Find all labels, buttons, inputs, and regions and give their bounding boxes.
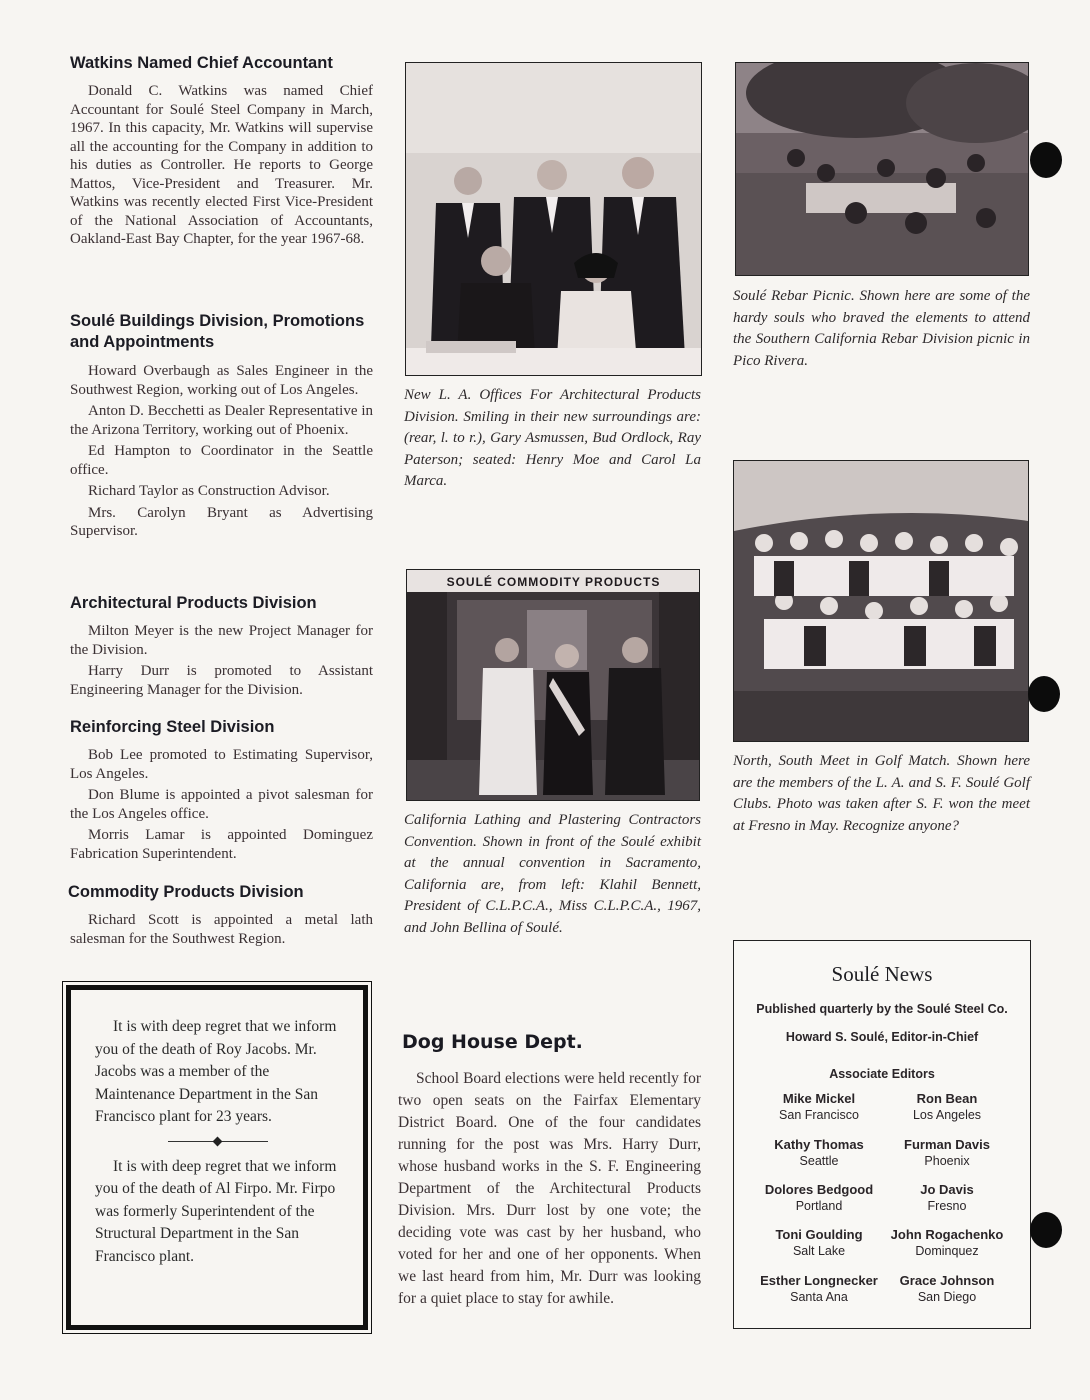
reinforcing-item: Bob Lee promoted to Estimating Supervisor, Los Angeles. [70, 747, 373, 782]
editor-name: John Rogachenko [890, 1227, 1004, 1242]
convention-photo [406, 569, 700, 801]
editor-entry [752, 1227, 886, 1259]
commodity-list [70, 911, 373, 951]
buildings-item: Ed Hampton to Coordinator in the Seattle office. [70, 443, 373, 478]
obituary-jacobs: It is with deep regret that we inform you of the death of Roy Jacobs. Mr. Jacobs was a member of the Maintenance Department in the San Francisco plant for 23 years. [95, 1018, 337, 1125]
editor-entry [752, 1273, 886, 1305]
reinforcing-heading: Reinforcing Steel Division [70, 718, 275, 736]
buildings-heading: Soulé Buildings Division, Promotions and Appointments [70, 312, 365, 351]
editor-entry [880, 1137, 1014, 1169]
buildings-item: Anton D. Becchetti as Dealer Representative in the Arizona Territory, working out of Phoenix. [70, 403, 373, 438]
ornament-divider [168, 1137, 268, 1146]
editor-name: Grace Johnson [899, 1273, 995, 1288]
obituary-content [95, 1016, 340, 1271]
architectural-item: Harry Durr is promoted to Assistant Engineering Manager for the Division. [70, 663, 373, 698]
editor-name: Furman Davis [904, 1137, 990, 1152]
architectural-heading: Architectural Products Division [70, 594, 317, 612]
watkins-text: Donald C. Watkins was named Chief Accountant for Soulé Steel Company in March, 1967. In this capacity, Mr. Watkins will supervise all the accounting for the Company in addition to his duties as Controller. He reports to George Mattos, Vice-President and Treasurer. Mr. Watkins was recently elected First Vice-President of the National Association of Accountants, Oakland-East Bay Chapter, for the year 1967-68. [70, 83, 373, 247]
masthead-editor: Howard S. Soulé, Editor-in-Chief [785, 1030, 979, 1044]
editor-entry [880, 1227, 1014, 1259]
picnic-photo [735, 62, 1029, 276]
editor-entry [752, 1182, 886, 1214]
reinforcing-item: Don Blume is appointed a pivot salesman for the Los Angeles office. [70, 787, 373, 822]
masthead-title: Soulé News [831, 962, 933, 986]
architectural-item: Milton Meyer is the new Project Manager for the Division. [70, 623, 373, 658]
offices-photo [405, 62, 702, 376]
editor-name: Jo Davis [920, 1182, 974, 1197]
golf-caption: North, South Meet in Golf Match. Shown here are the members of the L. A. and S. F. Soulé Golf Clubs. Photo was taken after S. F. won the meet at Fresno in May. Recognize anyone? [733, 753, 1030, 834]
editor-name: Esther Longnecker [760, 1273, 878, 1288]
binder-hole [1028, 676, 1060, 712]
editor-entry [880, 1273, 1014, 1305]
picnic-caption: Soulé Rebar Picnic. Shown here are some of the hardy souls who braved the elements to attend the Southern California Rebar Division picnic in Pico Rivera. [733, 288, 1030, 369]
binder-hole [1030, 1212, 1062, 1248]
masthead-box [733, 940, 1031, 1329]
editor-name: Kathy Thomas [774, 1137, 864, 1152]
commodity-heading: Commodity Products Division [68, 883, 304, 901]
associate-editors-heading: Associate Editors [829, 1067, 935, 1081]
editor-entry [752, 1091, 886, 1123]
editor-city: Dominquez [915, 1244, 979, 1258]
editor-city: Portland [795, 1199, 843, 1213]
editor-name: Dolores Bedgood [764, 1182, 874, 1197]
reinforcing-list [70, 746, 373, 866]
obituary-firpo: It is with deep regret that we inform you of the death of Al Firpo. Mr. Firpo was formerly Superintendent of the Structural Department in the San Francisco plant. [95, 1157, 337, 1265]
buildings-item: Mrs. Carolyn Bryant as Advertising Supervisor. [70, 504, 373, 539]
reinforcing-item: Morris Lamar is appointed Dominguez Fabrication Superintendent. [70, 827, 373, 862]
editor-entry [880, 1091, 1014, 1123]
editor-city: Fresno [927, 1199, 967, 1213]
watkins-heading: Watkins Named Chief Accountant [70, 54, 333, 72]
editor-name: Toni Goulding [775, 1227, 863, 1242]
buildings-item: Richard Taylor as Construction Advisor. [88, 483, 330, 499]
architectural-list [70, 622, 373, 702]
editor-city: Seattle [799, 1154, 839, 1168]
doghouse-article [398, 1068, 701, 1313]
editor-city: Salt Lake [792, 1244, 846, 1258]
editor-entry [752, 1137, 886, 1169]
editor-name: Ron Bean [916, 1091, 978, 1106]
masthead-published: Published quarterly by the Soulé Steel Co. [756, 1002, 1008, 1016]
editor-name: Mike Mickel [782, 1091, 856, 1106]
convention-caption: California Lathing and Plastering Contractors Convention. Shown in front of the Soulé exhibit at the annual convention in Sacramento, California are, from left: Klahil Bennett, President of C.L.P.C.A., Miss C.L.P.C.A., 1967, and John Bellina of Soulé. [404, 812, 701, 936]
doghouse-text: School Board elections were held recently for two open seats on the Fairfax Elementary District Board. One of the four candidates running for the post was Mrs. Harry Durr, whose husband works in the S. F. Engineering Department of the Architectural Products Division. Mrs. Durr lost by one vote; the deciding vote was cast by her husband, who voted for her and one of her opponents. When we last heard from him, Mr. Durr was looking for a quiet place to stay for awhile. [398, 1070, 701, 1307]
buildings-item: Howard Overbaugh as Sales Engineer in the Southwest Region, working out of Los Angeles. [70, 363, 373, 398]
editor-city: San Diego [917, 1290, 977, 1304]
obituary-box [66, 985, 368, 1330]
editor-city: Santa Ana [790, 1290, 848, 1304]
buildings-list [70, 362, 373, 544]
watkins-article [70, 82, 373, 252]
editor-city: Phoenix [924, 1154, 970, 1168]
editor-entry [880, 1182, 1014, 1214]
editor-city: San Francisco [779, 1108, 859, 1122]
exhibit-sign: SOULÉ COMMODITY PRODUCTS [446, 575, 661, 589]
doghouse-heading: Dog House Dept. [402, 1031, 583, 1053]
editor-city: Los Angeles [912, 1108, 982, 1122]
binder-hole [1030, 142, 1062, 178]
golf-photo [733, 460, 1029, 742]
commodity-item: Richard Scott is appointed a metal lath salesman for the Southwest Region. [70, 912, 373, 947]
offices-caption: New L. A. Offices For Architectural Products Division. Smiling in their new surroundings are: (rear, l. to r.), Gary Asmussen, Bud Ordlock, Ray Paterson; seated: Henry Moe and Carol La Marca. [404, 387, 701, 489]
